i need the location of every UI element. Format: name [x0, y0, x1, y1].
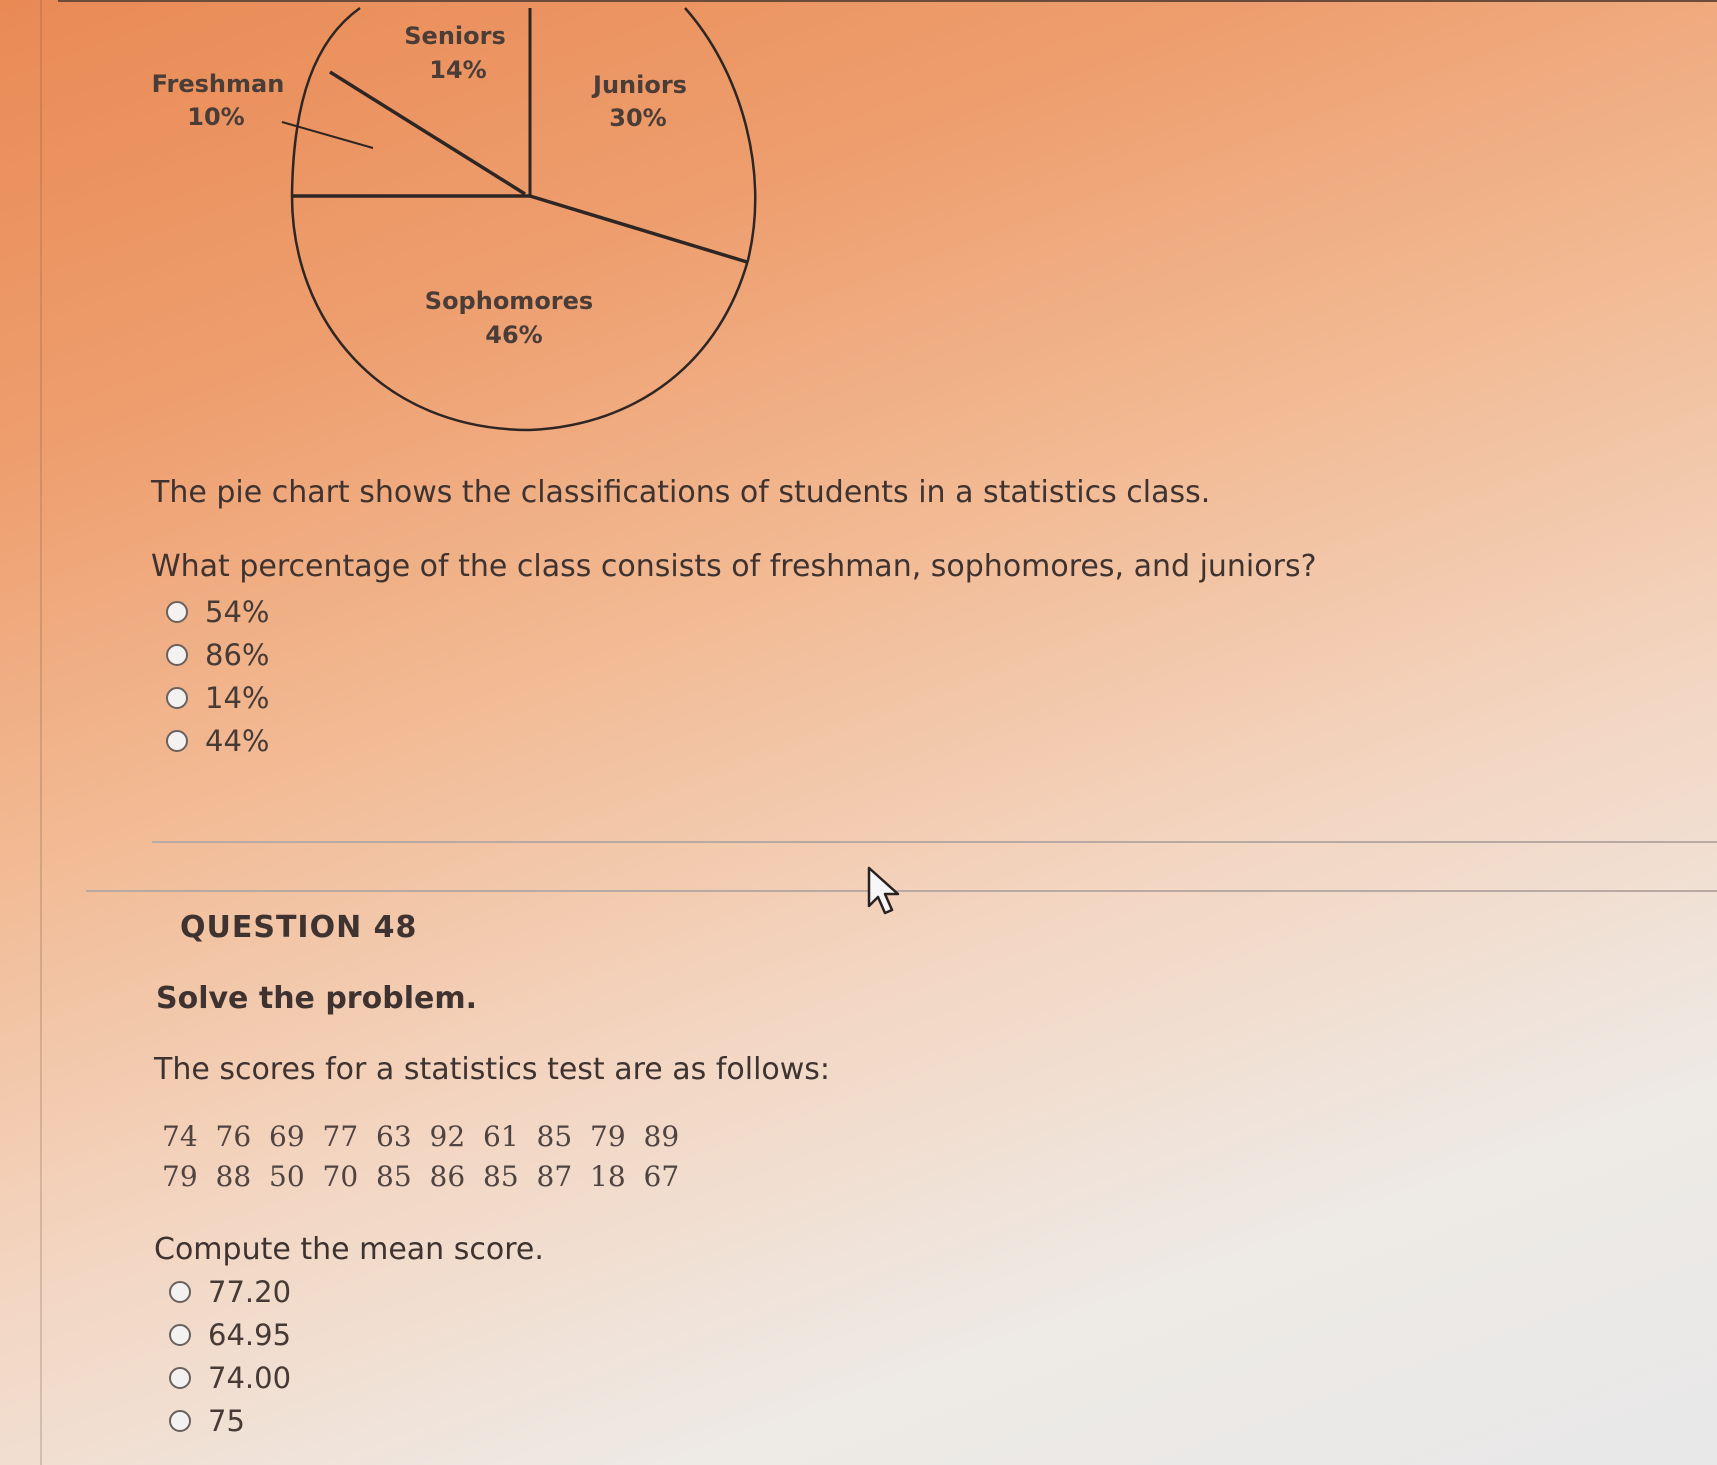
score-value: 85	[376, 1160, 412, 1193]
answer-divider	[152, 841, 1717, 843]
q48-intro: The scores for a statistics test are as follows:	[154, 1052, 831, 1087]
pie-divider-freshman-seniors	[330, 72, 525, 194]
score-value: 79	[590, 1120, 626, 1153]
score-value: 63	[376, 1120, 412, 1153]
score-value: 69	[269, 1120, 305, 1153]
option-label: 64.95	[208, 1317, 292, 1352]
score-value: 92	[429, 1120, 466, 1153]
q48-option-1[interactable]	[169, 1270, 291, 1313]
q48-option-3[interactable]	[169, 1356, 291, 1399]
mouse-pointer-icon	[866, 866, 906, 922]
slice-label-seniors: Seniors	[404, 22, 506, 50]
option-label: 14%	[205, 680, 270, 715]
score-value: 79	[162, 1160, 198, 1193]
radio-button[interactable]	[166, 687, 188, 709]
option-label: 77.20	[208, 1274, 292, 1309]
score-value: 87	[536, 1160, 573, 1193]
slice-value-sophomores: 46%	[485, 321, 543, 349]
q47-option-2[interactable]	[166, 633, 269, 676]
q47-option-1[interactable]	[166, 590, 269, 633]
score-value: 85	[536, 1120, 573, 1153]
score-value: 76	[215, 1120, 252, 1153]
score-value: 74	[162, 1120, 198, 1153]
slice-value-seniors: 14%	[429, 56, 487, 84]
radio-button[interactable]	[169, 1324, 191, 1346]
q47-options	[166, 590, 269, 762]
score-value: 89	[643, 1120, 680, 1153]
option-label: 54%	[205, 594, 270, 629]
radio-button[interactable]	[169, 1367, 191, 1389]
q48-options	[169, 1270, 291, 1442]
scores-row-1	[162, 1120, 697, 1160]
q48-instruction: Solve the problem.	[156, 981, 477, 1016]
score-value: 70	[322, 1160, 359, 1193]
option-label: 74.00	[208, 1360, 292, 1395]
slice-label-juniors: Juniors	[593, 71, 687, 99]
score-value: 86	[429, 1160, 466, 1193]
score-value: 88	[215, 1160, 252, 1193]
question-heading: QUESTION 48	[180, 910, 418, 945]
score-value: 67	[643, 1160, 680, 1193]
pie-divider-juniors-sophomores	[530, 196, 747, 262]
slice-label-sophomores: Sophomores	[424, 287, 594, 315]
q47-option-3[interactable]	[166, 676, 269, 719]
q48-prompt: Compute the mean score.	[154, 1232, 544, 1267]
pie-chart	[0, 0, 800, 460]
scores-row-2	[162, 1160, 697, 1200]
q47-description: The pie chart shows the classifications of students in a statistics class.	[151, 475, 1211, 510]
scores-list	[162, 1120, 697, 1200]
slice-value-juniors: 30%	[609, 104, 667, 132]
radio-button[interactable]	[166, 601, 188, 623]
score-value: 18	[590, 1160, 626, 1193]
radio-button[interactable]	[169, 1410, 191, 1432]
option-label: 86%	[205, 637, 270, 672]
q48-option-2[interactable]	[169, 1313, 291, 1356]
q47-prompt: What percentage of the class consists of freshman, sophomores, and juniors?	[151, 549, 1317, 584]
option-label: 75	[208, 1403, 245, 1438]
score-value: 85	[483, 1160, 519, 1193]
q47-option-4[interactable]	[166, 719, 269, 762]
option-label: 44%	[205, 723, 270, 758]
score-value: 50	[269, 1160, 305, 1193]
radio-button[interactable]	[166, 730, 188, 752]
slice-label-freshman: Freshman	[151, 70, 285, 98]
q48-option-4[interactable]	[169, 1399, 291, 1442]
radio-button[interactable]	[166, 644, 188, 666]
radio-button[interactable]	[169, 1281, 191, 1303]
score-value: 61	[483, 1120, 519, 1153]
score-value: 77	[322, 1120, 359, 1153]
slice-value-freshman: 10%	[187, 103, 245, 131]
